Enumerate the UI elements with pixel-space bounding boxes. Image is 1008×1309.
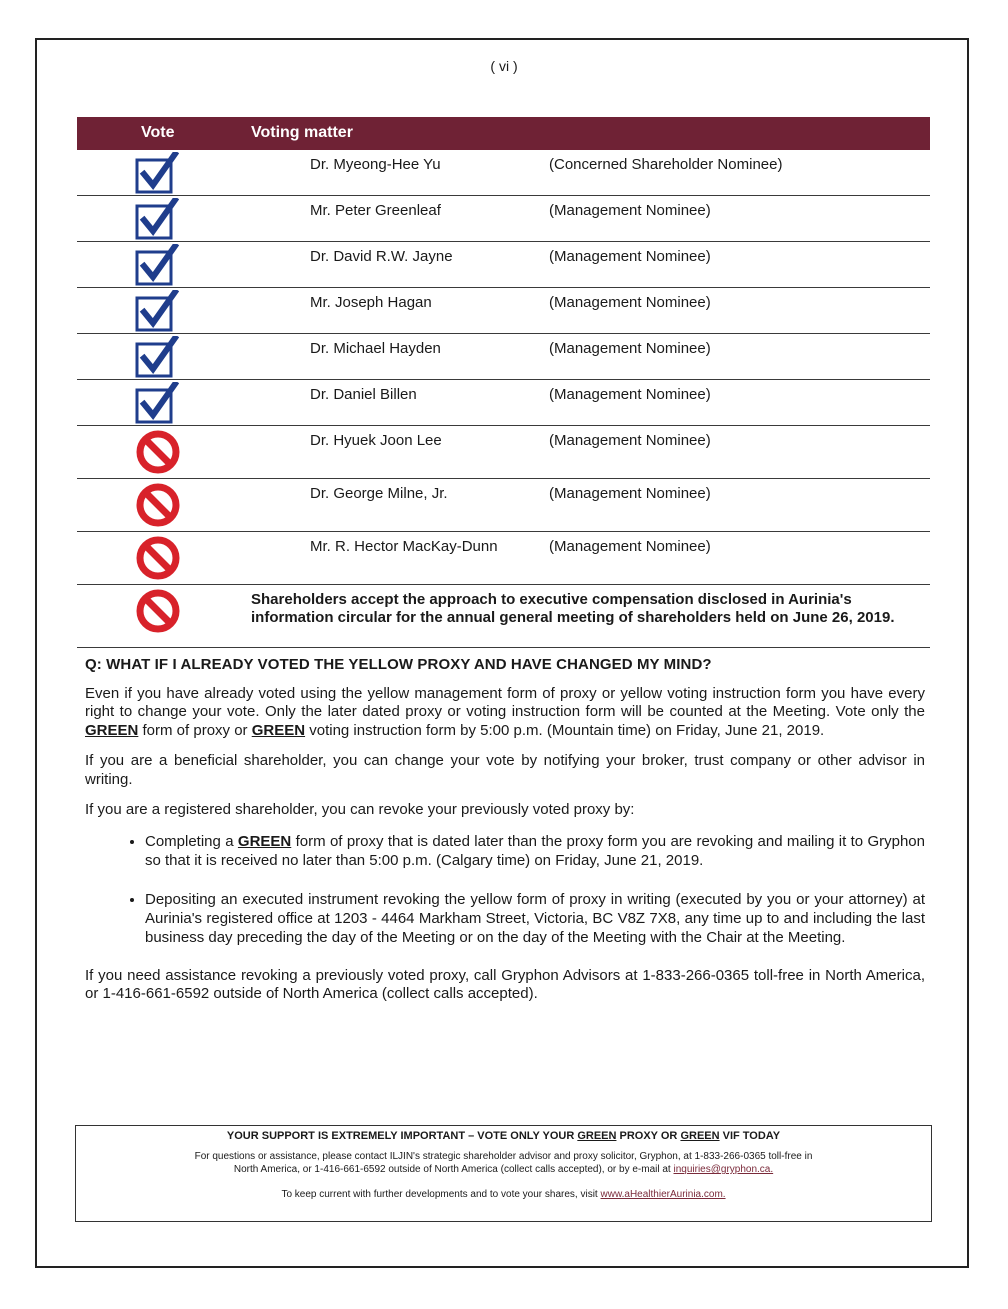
- page-number: ( vi ): [490, 58, 518, 74]
- prohibited-icon: [135, 482, 181, 528]
- list-item: • Depositing an executed instrument revoking the yellow form of proxy in writing (executed by you or your attorney) at Aurinia's registered office at 1203 - 4464 Markham Street, Victoria, BC V8Z 7X8, any time up to and including the last business day preceding the day of the Meeting or on the day of the Meeting with the Chair at the Meeting.: [145, 890, 925, 947]
- nominee-name: Dr. Myeong-Hee Yu: [310, 156, 441, 173]
- footer-website-line: [76, 1188, 931, 1201]
- green-emphasis: GREEN: [85, 721, 139, 739]
- nominee-role: (Management Nominee): [549, 386, 711, 403]
- green-emphasis: GREEN: [577, 1130, 617, 1142]
- list-item: [145, 832, 925, 870]
- green-emphasis: GREEN: [237, 832, 292, 850]
- checkbox-checked-icon: [135, 198, 181, 244]
- green-emphasis: GREEN: [680, 1130, 720, 1142]
- nominee-role: (Management Nominee): [549, 294, 711, 311]
- nominee-name: Dr. Michael Hayden: [310, 340, 441, 357]
- footer-line3-text: To keep current with further developments and to vote your shares, visit: [281, 1189, 601, 1200]
- b1-text-b: form of proxy that is dated later than the proxy form you are revoking and mailing it to Gryphon so that it is received no later than 5:00 p.m. (Calgary time) on Friday, June 21, 2019.: [145, 832, 925, 869]
- checkbox-checked-icon: [135, 244, 181, 290]
- nominee-name: Mr. Joseph Hagan: [310, 294, 432, 311]
- footer-contact-line-1: For questions or assistance, please contact ILJIN's strategic shareholder advisor and proxy solicitor, Gryphon, at 1-833-266-0365 toll-free in: [194, 1151, 813, 1162]
- nominee-role: (Management Nominee): [549, 432, 711, 449]
- nominee-name: Dr. Daniel Billen: [310, 386, 417, 403]
- nominee-role: (Management Nominee): [549, 248, 711, 265]
- revoke-options-list: [85, 832, 925, 947]
- green-emphasis: GREEN: [251, 721, 306, 739]
- footer-title-c: VIF TODAY: [719, 1130, 781, 1142]
- nominee-name: Mr. Peter Greenleaf: [310, 202, 441, 219]
- header-vote: Vote: [141, 124, 175, 141]
- prohibited-icon: [135, 535, 181, 581]
- table-row: [77, 242, 930, 288]
- nominee-role: (Management Nominee): [549, 202, 711, 219]
- answer-paragraph-4: If you need assistance revoking a previously voted proxy, call Gryphon Advisors at 1-833-266-0365 toll-free in North America, or 1-416-661-6592 outside of North America (collect calls accepted).: [85, 966, 925, 1002]
- header-voting-matter: Voting matter: [251, 124, 353, 141]
- table-row: [77, 334, 930, 380]
- table-row: [77, 532, 930, 585]
- checkbox-checked-icon: [135, 290, 181, 336]
- table-body: [77, 150, 930, 648]
- b1-text-a: Completing a: [145, 832, 238, 850]
- nominee-role: (Management Nominee): [549, 538, 711, 555]
- footer-line2-text: North America, or 1-416-661-6592 outside of North America (collect calls accepted), or by e-mail at: [233, 1164, 674, 1175]
- answer-paragraph-1: [85, 685, 925, 741]
- table-row: [77, 288, 930, 334]
- table-row: [77, 426, 930, 479]
- table-header: [77, 117, 930, 150]
- proposal-text: Shareholders accept the approach to executive compensation disclosed in Aurinia's information circular for the annual general meeting of shareholders held on June 26, 2019.: [251, 591, 895, 626]
- voting-table: [77, 117, 930, 648]
- nominee-name: Dr. David R.W. Jayne: [310, 248, 453, 265]
- qa-section: [85, 656, 925, 1016]
- nominee-role: (Management Nominee): [549, 340, 711, 357]
- answer-paragraph-3: If you are a registered shareholder, you can revoke your previously voted proxy by:: [85, 801, 635, 818]
- proposal-row: [77, 585, 930, 648]
- table-row: [77, 196, 930, 242]
- website-link[interactable]: www.aHealthierAurinia.com.: [600, 1189, 726, 1200]
- footer-title: [76, 1130, 931, 1142]
- nominee-name: Dr. Hyuek Joon Lee: [310, 432, 442, 449]
- footer-contact-line-2: [76, 1163, 931, 1176]
- p1-text-b: form of proxy or: [138, 721, 252, 739]
- checkbox-checked-icon: [135, 336, 181, 382]
- nominee-name: Dr. George Milne, Jr.: [310, 485, 448, 502]
- footer-title-a: YOUR SUPPORT IS EXTREMELY IMPORTANT – VOTE ONLY YOUR: [226, 1130, 578, 1142]
- table-row: [77, 380, 930, 426]
- p1-text-a: Even if you have already voted using the yellow management form of proxy or yellow voting instruction form you have every right to change your vote. Only the later dated proxy or voting instruction form will be counted at the Meeting. Vote only the: [85, 684, 925, 720]
- footer-box: [75, 1125, 932, 1222]
- footer-title-b: PROXY OR: [616, 1130, 681, 1142]
- prohibited-icon: [135, 588, 181, 634]
- question-heading: Q: WHAT IF I ALREADY VOTED THE YELLOW PROXY AND HAVE CHANGED MY MIND?: [85, 656, 712, 673]
- answer-paragraph-2: If you are a beneficial shareholder, you can change your vote by notifying your broker, trust company or other advisor in writing.: [85, 752, 925, 788]
- table-row: [77, 150, 930, 196]
- checkbox-checked-icon: [135, 382, 181, 428]
- nominee-role: (Management Nominee): [549, 485, 711, 502]
- email-link[interactable]: inquiries@gryphon.ca.: [673, 1164, 774, 1175]
- table-row: [77, 479, 930, 532]
- p1-text-c: voting instruction form by 5:00 p.m. (Mountain time) on Friday, June 21, 2019.: [305, 721, 825, 739]
- nominee-role: (Concerned Shareholder Nominee): [549, 156, 783, 173]
- nominee-name: Mr. R. Hector MacKay-Dunn: [310, 538, 498, 555]
- checkbox-checked-icon: [135, 152, 181, 198]
- prohibited-icon: [135, 429, 181, 475]
